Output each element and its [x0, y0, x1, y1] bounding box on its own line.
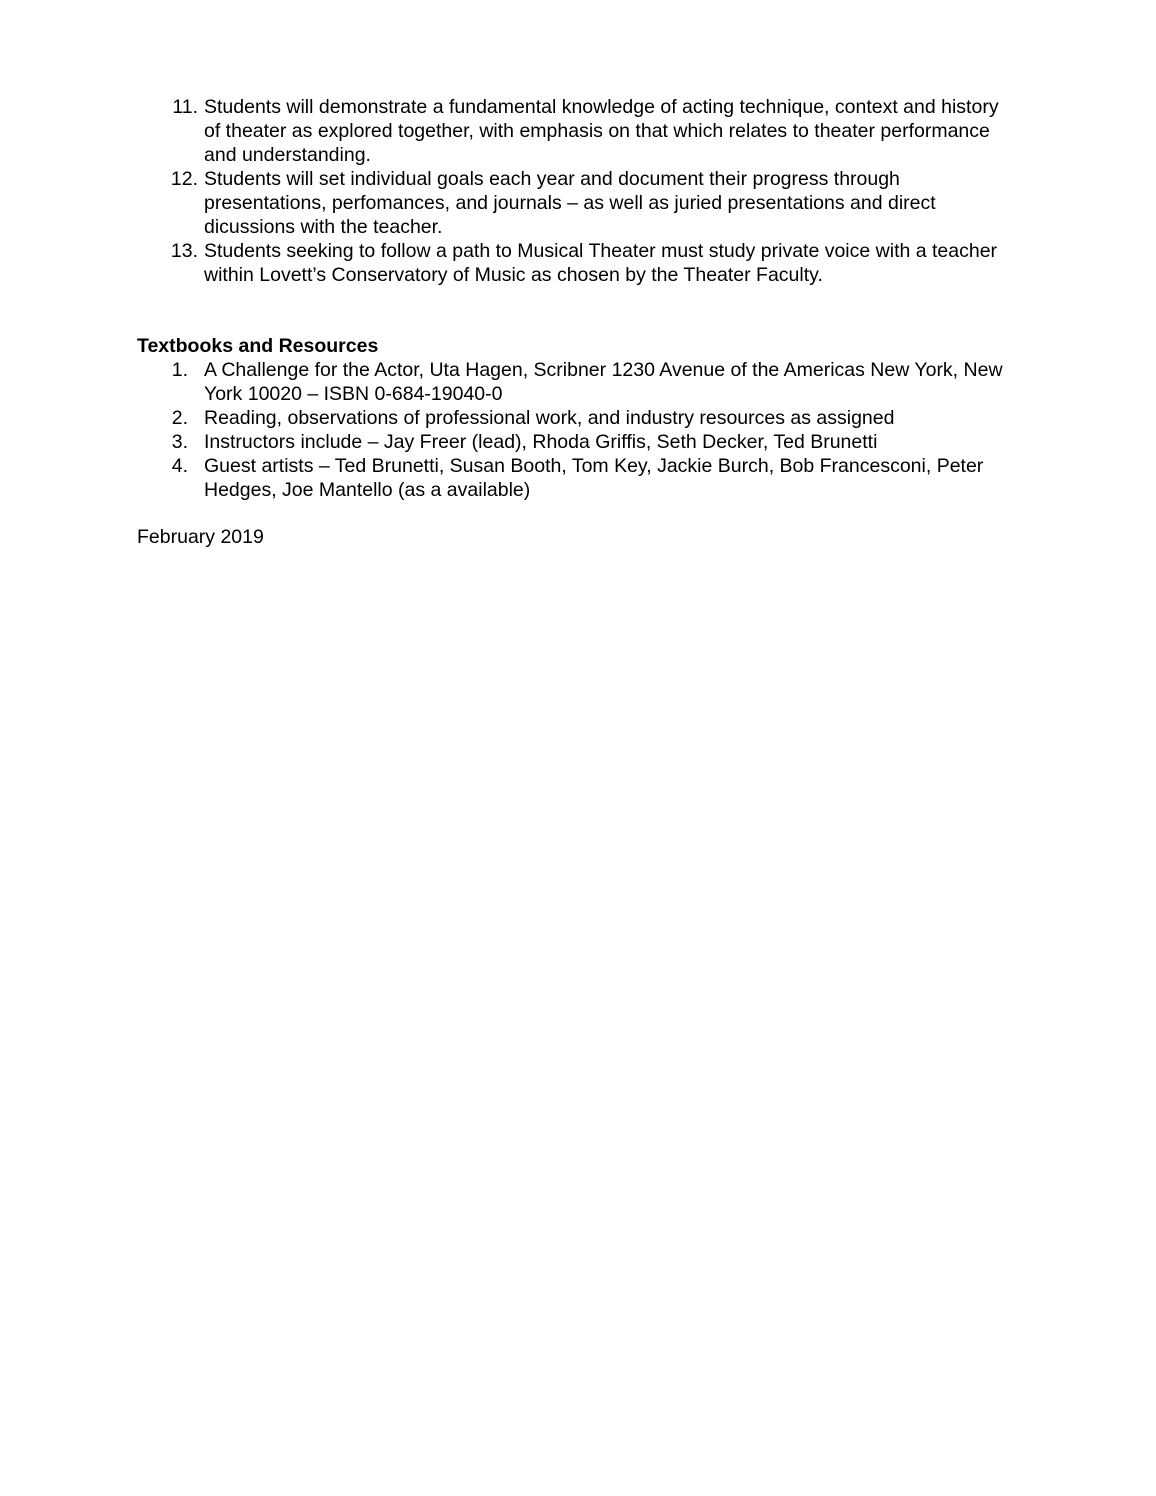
item-text: Guest artists – Ted Brunetti, Susan Booth, Tom Key, Jackie Burch, Bob Francesconi, Peter Hedges, Joe Mantello (as a available): [204, 455, 984, 501]
resources-list: [164, 358, 1034, 502]
objectives-list: [164, 95, 1004, 287]
item-number: 2.: [171, 407, 188, 429]
item-text: Students will demonstrate a fundamental knowledge of acting technique, context and history of theater as explored together, with emphasis on that which relates to theater performance and understanding.: [204, 96, 999, 166]
document-date: February 2019: [137, 526, 264, 548]
list-item: [164, 239, 1004, 287]
item-text: Students will set individual goals each year and document their progress through presentations, perfomances, and journals – as well as juried presentations and direct dicussions with the teacher.: [204, 168, 936, 238]
item-number: 13.: [170, 240, 198, 262]
list-item: [164, 454, 1034, 502]
list-item: [164, 167, 1004, 239]
list-item: [164, 358, 1034, 406]
item-number: 4.: [171, 455, 188, 477]
item-text: Students seeking to follow a path to Musical Theater must study private voice with a teacher within Lovett’s Conservatory of Music as chosen by the Theater Faculty.: [204, 240, 998, 286]
list-item: [164, 430, 1034, 454]
item-text: Reading, observations of professional work, and industry resources as assigned: [204, 407, 895, 429]
list-item: [164, 95, 1004, 167]
item-text: Instructors include – Jay Freer (lead), Rhoda Griffis, Seth Decker, Ted Brunetti: [204, 431, 878, 453]
item-text: A Challenge for the Actor, Uta Hagen, Scribner 1230 Avenue of the Americas New York, New York 10020 – ISBN 0-684-19040-0: [204, 359, 1003, 405]
item-number: 12.: [170, 168, 198, 190]
list-item: [164, 406, 1034, 430]
item-number: 3.: [171, 431, 188, 453]
item-number: 11.: [172, 96, 198, 118]
item-number: 1.: [171, 359, 188, 381]
section-heading: Textbooks and Resources: [137, 335, 379, 357]
